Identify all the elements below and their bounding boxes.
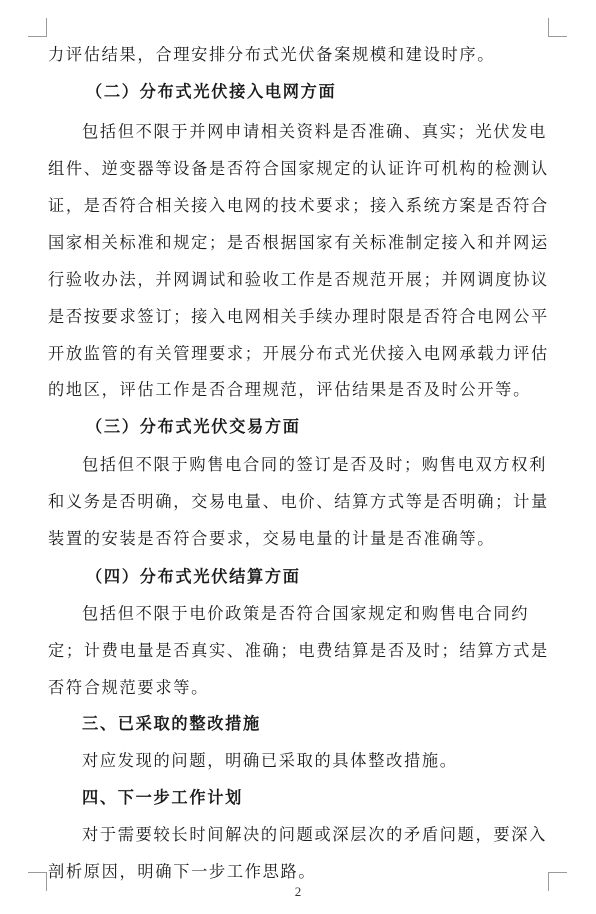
section-heading: 四、下一步工作计划 — [82, 788, 243, 807]
text-line: 剖析原因，明确下一步工作思路。 — [48, 862, 317, 881]
crop-mark-top-right — [548, 18, 567, 37]
text-line: 国家相关标准和规定；是否根据国家有关标准制定接入和并网运 — [48, 233, 549, 252]
section-heading: （三）分布式光伏交易方面 — [86, 417, 301, 436]
text-line: 组件、逆变器等设备是否符合国家规定的认证许可机构的检测认 — [48, 159, 549, 178]
text-line: 对于需要较长时间解决的问题或深层次的矛盾问题，要深入 — [82, 825, 548, 844]
text-line: 力评估结果，合理安排分布式光伏备案规模和建设时序。 — [48, 45, 496, 64]
text-line: 行验收办法，并网调试和验收工作是否规范开展；并网调度协议 — [48, 270, 549, 289]
text-line: 对应发现的问题，明确已采取的具体整改措施。 — [82, 751, 458, 770]
section-heading: （四）分布式光伏结算方面 — [86, 567, 301, 586]
text-line: 是否按要求签订；接入电网相关手续办理时限是否符合电网公平 — [48, 307, 549, 326]
text-line: 包括但不限于购售电合同的签订是否及时；购售电双方权利 — [82, 455, 548, 474]
text-line: 开放监管的有关管理要求；开展分布式光伏接入电网承载力评估 — [48, 344, 549, 363]
crop-mark-top-left — [28, 18, 47, 37]
text-line: 的地区，评估工作是否合理规范，评估结果是否及时公开等。 — [48, 380, 531, 399]
text-line: 否符合规范要求等。 — [48, 678, 209, 697]
text-line: 包括但不限于并网申请相关资料是否准确、真实；光伏发电 — [82, 122, 548, 141]
text-line: 装置的安装是否符合要求，交易电量的计量是否准确等。 — [48, 529, 496, 548]
text-line: 和义务是否明确，交易电量、电价、结算方式等是否明确；计量 — [48, 492, 549, 511]
section-heading: （二）分布式光伏接入电网方面 — [86, 82, 337, 101]
page-number: 2 — [294, 884, 302, 899]
text-line: 证，是否符合相关接入电网的技术要求；接入系统方案是否符合 — [48, 196, 549, 215]
section-heading: 三、已采取的整改措施 — [82, 714, 261, 733]
text-line: 包括但不限于电价政策是否符合国家规定和购售电合同约 — [82, 604, 530, 623]
text-line: 定；计费电量是否真实、准确；电费结算是否及时；结算方式是 — [48, 641, 549, 660]
